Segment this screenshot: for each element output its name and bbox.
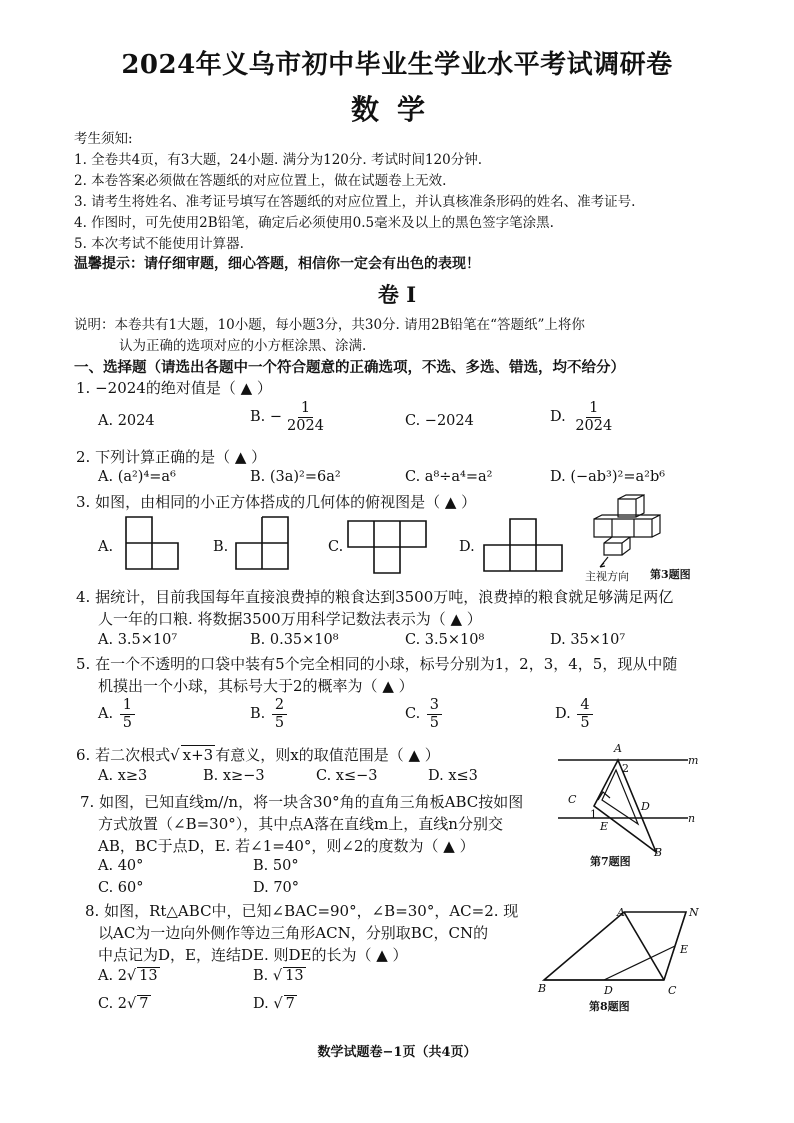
q1-option-c: C. −2024 bbox=[405, 413, 474, 429]
q4-line: 4. 据统计，目前我国每年直接浪费掉的粮食达到3500万吨，浪费掉的粮食就足够满足两亿 bbox=[76, 588, 674, 606]
q5-option-b: B. $\frac{2}{5}$ bbox=[250, 697, 289, 731]
q7-line: AB，BC于点D，E. 若∠1=40°，则∠2的度数为（ ▲ ） bbox=[98, 837, 475, 855]
notice-tip: 温馨提示：请仔细审题，细心答题，相信你一定会有出色的表现！ bbox=[74, 256, 480, 272]
q8-figure-caption: 第8题图 bbox=[589, 1000, 630, 1013]
section-desc: 认为正确的选项对应的小方框涂黑、涂满. bbox=[119, 338, 367, 354]
q7-angle-2: 2 bbox=[622, 762, 629, 775]
q8-point-e: E bbox=[680, 943, 689, 956]
q8-point-c: C bbox=[668, 984, 677, 997]
q8-option-b: B. √ 13 bbox=[253, 968, 306, 984]
q3-option-b-figure bbox=[230, 515, 300, 575]
q5-line: 机摸出一个小球，其标号大于2的概率为（ ▲ ） bbox=[98, 677, 414, 695]
q5-option-a: A. $\frac{1}{5}$ bbox=[98, 697, 137, 731]
q7-line-n: n bbox=[688, 812, 696, 825]
q5-option-d: D. $\frac{4}{5}$ bbox=[555, 697, 595, 731]
q7-point-e: E bbox=[600, 820, 609, 833]
q7-line-m: m bbox=[688, 754, 699, 767]
section-title: 卷 Ⅰ bbox=[377, 282, 417, 307]
q8-point-b: B bbox=[538, 982, 547, 995]
q6-option-b: B. x≥−3 bbox=[203, 768, 265, 784]
q3-option-a: A. bbox=[98, 539, 114, 555]
q3-option-d: D. bbox=[459, 539, 475, 555]
q8-figure bbox=[536, 904, 696, 984]
q7-figure-caption: 第7题图 bbox=[590, 855, 631, 868]
q4-option-d: D. 35×10⁷ bbox=[550, 632, 626, 648]
q7-option-a: A. 40° bbox=[98, 858, 144, 874]
q3-option-b: B. bbox=[213, 539, 229, 555]
q3-view-label: 主视方向 bbox=[585, 570, 629, 583]
exam-title: 2024年义乌市初中毕业生学业水平考试调研卷 bbox=[121, 50, 673, 80]
q4-option-c: C. 3.5×10⁸ bbox=[405, 632, 485, 648]
notice-item: 2. 本卷答案必须做在答题纸的对应位置上，做在试题卷上无效. bbox=[74, 173, 447, 189]
q7-angle-1: 1 bbox=[590, 808, 597, 821]
q3-option-a-figure bbox=[118, 515, 188, 575]
q6-stem: 6. 若二次根式√ x+3 有意义，则x的取值范围是（ ▲ ） bbox=[76, 744, 440, 765]
q4-line: 人一年的口粮. 将数据3500万用科学记数法表示为（ ▲ ） bbox=[98, 610, 482, 628]
q1-stem: 1. −2024的绝对值是（ ▲ ） bbox=[76, 379, 272, 397]
q8-option-a: A. 2√ 13 bbox=[98, 968, 160, 984]
notice-item: 3. 请考生将姓名、准考证号填写在答题纸的对应位置上，并认真核准条形码的姓名、准考证号. bbox=[74, 194, 636, 210]
q2-option-d: D. (−ab³)²=a²b⁶ bbox=[550, 469, 666, 485]
q7-point-d: D bbox=[641, 800, 650, 813]
q8-point-d: D bbox=[604, 984, 613, 997]
q8-point-a: A bbox=[617, 906, 625, 919]
q7-option-b: B. 50° bbox=[253, 858, 299, 874]
q3-option-c-figure bbox=[344, 515, 430, 575]
q5-option-c: C. $\frac{3}{5}$ bbox=[405, 697, 444, 731]
q8-line: 8. 如图，Rt△ABC中，已知∠BAC=90°，∠B=30°，AC=2. 现 bbox=[85, 902, 519, 920]
q6-option-a: A. x≥3 bbox=[98, 768, 148, 784]
notice-heading: 考生须知: bbox=[74, 131, 133, 147]
q2-option-c: C. a⁸÷a⁴=a² bbox=[405, 469, 493, 485]
q4-option-b: B. 0.35×10⁸ bbox=[250, 632, 339, 648]
q2-stem: 2. 下列计算正确的是（ ▲ ） bbox=[76, 448, 267, 466]
q5-line: 5. 在一个不透明的口袋中装有5个完全相同的小球，标号分别为1，2，3，4，5，现从中随 bbox=[76, 655, 678, 673]
q7-option-c: C. 60° bbox=[98, 880, 144, 896]
q1-option-b: B. − $\frac{1}{2024}$ bbox=[250, 400, 324, 434]
q2-option-a: A. (a²)⁴=a⁶ bbox=[98, 469, 176, 485]
q7-line: 7. 如图，已知直线m//n，将一块含30°角的直角三角板ABC按如图 bbox=[80, 793, 524, 811]
q7-option-d: D. 70° bbox=[253, 880, 300, 896]
q7-point-a: A bbox=[614, 742, 622, 755]
q7-point-b: B bbox=[654, 846, 663, 859]
subject-title: 数学 bbox=[350, 93, 443, 126]
q3-option-c: C. bbox=[328, 539, 344, 555]
q8-point-n: N bbox=[689, 906, 699, 919]
part-title: 一、选择题（请选出各题中一个符合题意的正确选项，不选、多选、错选，均不给分） bbox=[74, 359, 625, 376]
q3-figure-caption: 第3题图 bbox=[650, 568, 691, 581]
q1-option-d: D. $\frac{1}{2024}$ bbox=[550, 400, 613, 434]
q1-option-a: A. 2024 bbox=[98, 413, 155, 429]
notice-item: 4. 作图时，可先使用2B铅笔，确定后必须使用0.5毫米及以上的黑色签字笔涂黑. bbox=[74, 215, 554, 231]
q6-option-d: D. x≤3 bbox=[428, 768, 478, 784]
page-footer: 数学试题卷−1页（共4页） bbox=[317, 1045, 477, 1060]
q7-point-c: C bbox=[568, 793, 577, 806]
q3-option-d-figure bbox=[480, 515, 566, 575]
q3-cube-figure bbox=[588, 493, 672, 573]
q6-option-c: C. x≤−3 bbox=[316, 768, 378, 784]
notice-item: 5. 本次考试不能使用计算器. bbox=[74, 236, 244, 252]
q2-option-b: B. (3a)²=6a² bbox=[250, 469, 341, 485]
q7-line: 方式放置（∠B=30°），其中点A落在直线m上，直线n分别交 bbox=[98, 815, 503, 833]
q8-option-d: D. √ 7 bbox=[253, 996, 297, 1012]
q3-stem: 3. 如图，由相同的小正方体搭成的几何体的俯视图是（ ▲ ） bbox=[76, 493, 477, 511]
section-desc: 说明：本卷共有1大题，10小题，每小题3分，共30分. 请用2B铅笔在“答题纸”上将你 bbox=[74, 317, 585, 333]
notice-item: 1. 全卷共4页，有3大题，24小题. 满分为120分. 考试时间120分钟. bbox=[74, 152, 483, 168]
q8-line: 中点记为D，E，连结DE. 则DE的长为（ ▲ ） bbox=[98, 946, 408, 964]
q8-option-c: C. 2√ 7 bbox=[98, 996, 151, 1012]
q4-option-a: A. 3.5×10⁷ bbox=[98, 632, 178, 648]
q8-line: 以AC为一边向外侧作等边三角形ACN，分别取BC，CN的 bbox=[98, 924, 489, 942]
